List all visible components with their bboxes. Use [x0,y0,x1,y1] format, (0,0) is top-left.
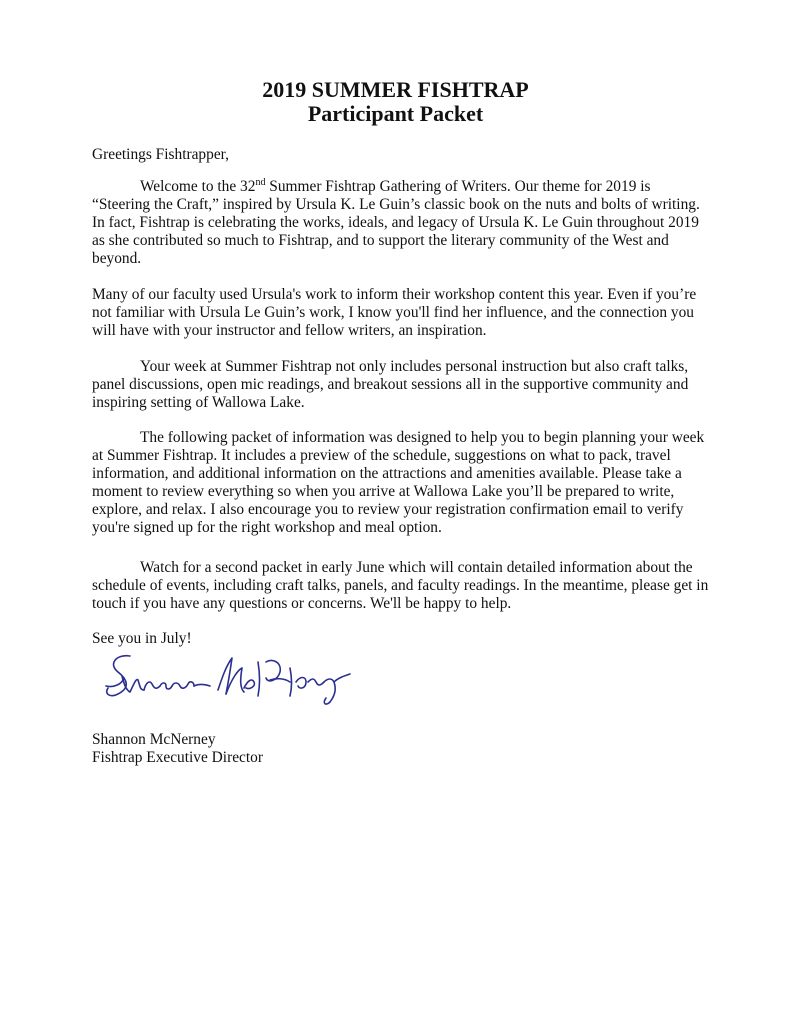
ordinal-suffix: nd [255,176,266,188]
paragraph-packet-info: The following packet of information was designed to help you to begin planning your week at Summer Fishtrap. It includes a preview of the schedule, suggestions on what to pack, travel information, and additional information on the attractions and amenities available. Please take a moment to review everything so when you arrive at Wallowa Lake you’ll be prepared to write, explore, and relax. I also encourage you to review your registration confirmation email to verify you're signed up for the right workshop and meal option. [92,429,705,536]
welcome-text-start: Welcome to the 32 [140,178,256,195]
signer-title: Fishtrap Executive Director [92,749,263,766]
handwritten-signature [100,648,360,710]
welcome-text-rest: Summer Fishtrap Gathering of Writers. Our theme for 2019 is “Steering the Craft,” inspired by Ursula K. Le Guin’s classic book on the nuts and bolts of writing. In fact, Fishtrap is celebrating the works, ideals, and legacy of Ursula K. Le Guin throughout 2019 as she contributed so much to Fishtrap, and to support the literary community of the West and beyond. [92,178,700,267]
paragraph-faculty: Many of our faculty used Ursula's work to inform their workshop content this year. Even if you’re not familiar with Ursula Le Guin’s work, I know you'll find her influence, and the connection you will have with your instructor and fellow writers, an inspiration. [92,286,697,339]
document-subtitle: Participant Packet [307,101,484,126]
paragraph-second-packet: Watch for a second packet in early June which will contain detailed information about the schedule of events, including craft talks, panels, and faculty readings. In the meantime, please get in touch if you have any questions or concerns. We'll be happy to help. [92,559,709,612]
paragraph-week: Your week at Summer Fishtrap not only includes personal instruction but also craft talks, panel discussions, open mic readings, and breakout sessions all in the supportive community and inspiring setting of Wallowa Lake. [92,358,689,411]
signer-name: Shannon McNerney [92,731,216,748]
document-title: 2019 SUMMER FISHTRAP [262,77,529,102]
closing-line: See you in July! [92,630,192,647]
paragraph-welcome [92,178,712,268]
greeting: Greetings Fishtrapper, [92,146,230,163]
